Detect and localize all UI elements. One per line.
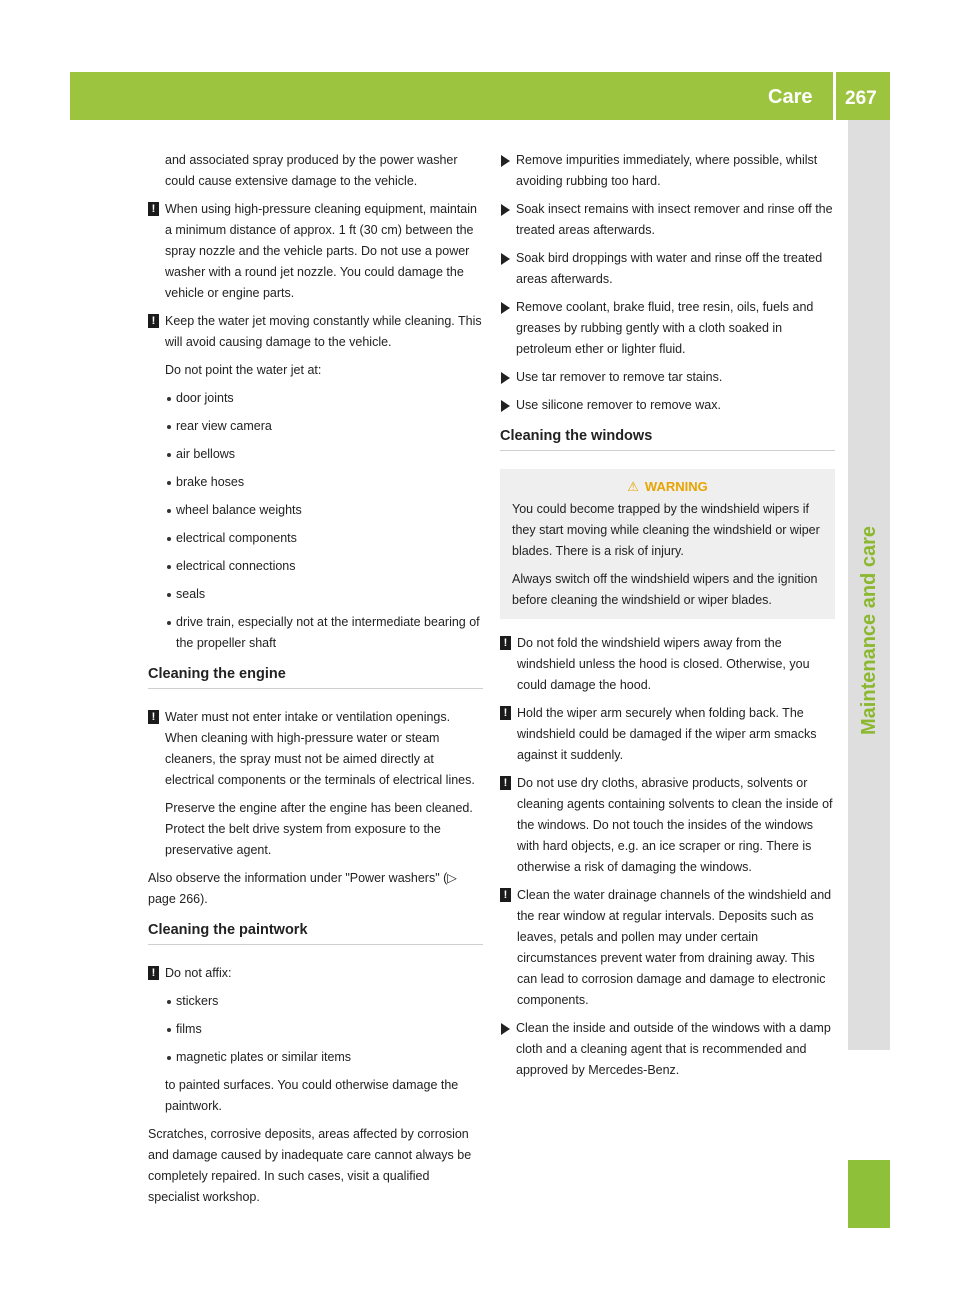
step-item: Remove coolant, brake fluid, tree resin, oils, fuels and greases by rubbing gently with a cloth soaked in petroleum ether or lighter fluid. — [500, 297, 835, 360]
step-item: Remove impurities immediately, where possible, whilst avoiding rubbing too hard. — [500, 150, 835, 192]
caution-icon: ! — [148, 202, 159, 216]
warning-text: You could become trapped by the windshield wipers if they start moving while cleaning the windshield or wiper blades. There is a risk of injury. — [512, 502, 820, 558]
note-wiper-arm: ! Hold the wiper arm securely when folding back. The windshield could be damaged if the wiper arm smacks against it suddenly. — [500, 703, 835, 766]
side-tab-label: Maintenance and care — [857, 525, 880, 735]
left-column — [148, 150, 483, 1208]
warning-box — [500, 469, 835, 619]
note-distance: ! When using high-pressure cleaning equipment, maintain a minimum distance of approx. 1 ft (30 cm) between the spray nozzle and the vehicle parts. Do not use a power washer with a round jet nozzle. You could damage the vehicle or engine parts. — [148, 199, 483, 304]
list-item: air bellows — [148, 444, 483, 465]
step-arrow-icon — [501, 372, 510, 384]
step-arrow-icon — [501, 253, 510, 265]
page-number: 267 — [845, 88, 877, 109]
step-item: Soak bird droppings with water and rinse off the treated areas afterwards. — [500, 248, 835, 290]
list-item: electrical components — [148, 528, 483, 549]
caution-icon: ! — [148, 966, 159, 980]
header-separator — [833, 72, 836, 120]
step-item: Clean the inside and outside of the windows with a damp cloth and a cleaning agent that is recommended and approved by Mercedes-Benz. — [500, 1018, 835, 1081]
caution-icon: ! — [500, 888, 511, 902]
list-item: films — [148, 1019, 483, 1040]
side-tab-marker — [848, 1160, 890, 1228]
note-paint: ! Do not affix: — [148, 963, 483, 984]
caution-icon: ! — [148, 314, 159, 328]
paint-list — [148, 991, 483, 1068]
note-drainage: ! Clean the water drainage channels of the windshield and the rear window at regular intervals. Deposits such as leaves, petals and pollen may under certain circumstances prevent water from draining away. This can lead to corrosion damage and damage to electronic components. — [500, 885, 835, 1011]
scratches-text: Scratches, corrosive deposits, areas affected by corrosion and damage caused by inadequate care cannot always be completely repaired. In such cases, visit a qualified specialist workshop. — [148, 1127, 472, 1204]
windows-heading: Cleaning the windows — [500, 428, 835, 451]
paint-after-text: to painted surfaces. You could otherwise damage the paintwork. — [165, 1078, 459, 1113]
jet-list — [148, 388, 483, 654]
list-item: electrical connections — [148, 556, 483, 577]
engine-heading: Cleaning the engine — [148, 666, 483, 689]
note-engine: ! Water must not enter intake or ventilation openings. When cleaning with high-pressure water or steam cleaners, the spray must not be aimed directly at electrical components or the terminals of electrical lines. Preserve the engine after the engine has been cleaned. Protect the belt drive system from exposure to the preservative agent. — [148, 707, 483, 861]
step-arrow-icon — [501, 400, 510, 412]
caution-icon: ! — [500, 706, 511, 720]
header-bar — [70, 72, 890, 120]
step-item: Use tar remover to remove tar stains. — [500, 367, 835, 388]
list-item: magnetic plates or similar items — [148, 1047, 483, 1068]
warning-triangle-icon: ⚠ — [627, 479, 639, 494]
warning-header: ⚠ WARNING — [627, 479, 708, 494]
step-item: Soak insect remains with insect remover and rinse off the treated areas afterwards. — [500, 199, 835, 241]
step-arrow-icon — [501, 302, 510, 314]
list-item: rear view camera — [148, 416, 483, 437]
note-cloths: ! Do not use dry cloths, abrasive products, solvents or cleaning agents containing solvents to clean the inside of the windows. Do not touch the insides of the windows with hard objects, e.g. an ice scraper or ring. There is otherwise a risk of damaging the windows. — [500, 773, 835, 878]
power-washer-reference: Also observe the information under "Power washers" (▷ page 266). — [148, 871, 457, 906]
step-arrow-icon — [501, 155, 510, 167]
paint-heading: Cleaning the paintwork — [148, 922, 483, 945]
caution-icon: ! — [500, 776, 511, 790]
step-arrow-icon — [501, 204, 510, 216]
list-item: brake hoses — [148, 472, 483, 493]
list-item: drive train, especially not at the intermediate bearing of the propeller shaft — [148, 612, 483, 654]
note-jet: ! Keep the water jet moving constantly while cleaning. This will avoid causing damage to the vehicle. Do not point the water jet at: — [148, 311, 483, 381]
caution-icon: ! — [148, 710, 159, 724]
list-item: seals — [148, 584, 483, 605]
step-item: Use silicone remover to remove wax. — [500, 395, 835, 416]
step-arrow-icon — [501, 1023, 510, 1035]
section-title: Care — [768, 86, 813, 108]
caution-icon: ! — [500, 636, 511, 650]
list-item: stickers — [148, 991, 483, 1012]
right-column — [500, 150, 835, 1081]
intro-text: and associated spray produced by the power washer could cause extensive damage to the vehicle. — [165, 153, 458, 188]
note-wipers: ! Do not fold the windshield wipers away from the windshield unless the hood is closed. Otherwise, you could damage the hood. — [500, 633, 835, 696]
list-item: door joints — [148, 388, 483, 409]
list-item: wheel balance weights — [148, 500, 483, 521]
warning-text: Always switch off the windshield wipers and the ignition before cleaning the windshield or wiper blades. — [512, 572, 818, 607]
